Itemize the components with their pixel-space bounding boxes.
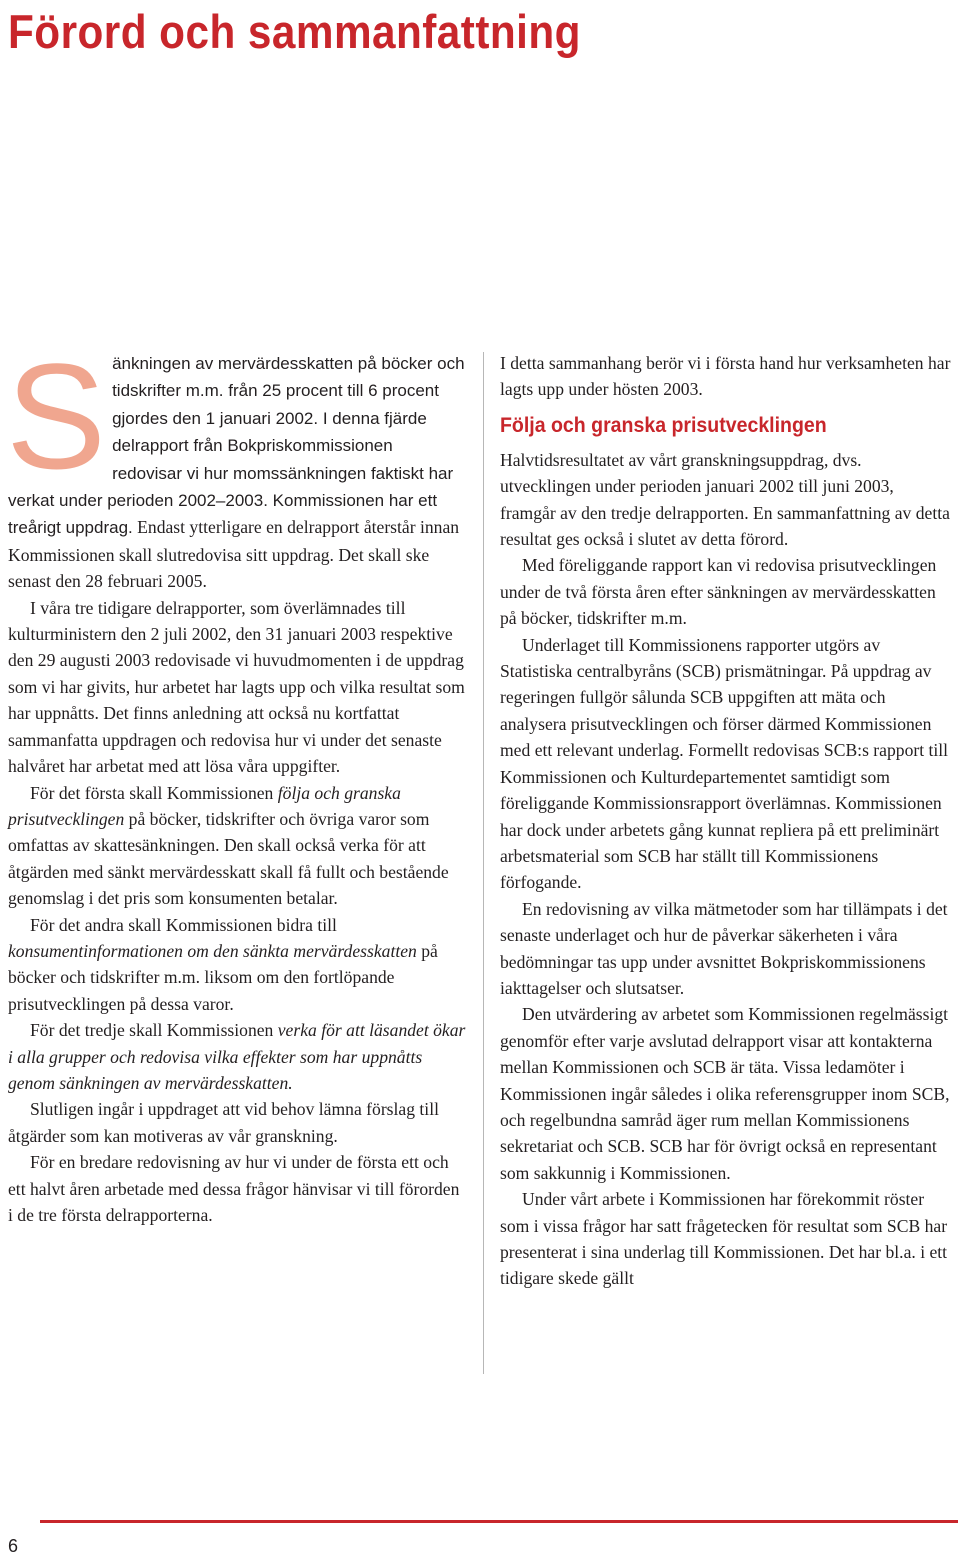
paragraph: Slutligen ingår i uppdraget att vid behov lämna förslag till åtgärder som kan motiveras av vår granskning. <box>8 1099 439 1146</box>
paragraph <box>8 912 466 1018</box>
paragraph: Den utvärdering av arbetet som Kommissionen regelmässigt genomför efter varje avslutad delrapport visar att kontakterna mellan Kommissionen och SCB är täta. Vissa ledamöter i Kommissionen ingår således i olika referensgrupper inom SCB, och regelbundna samråd äger rum mellan Kommissionens sekretariat och SCB. SCB har för övrigt också en representant som sakkunnig i Kommissionen. <box>500 1004 950 1183</box>
intro-paragraph <box>6 332 466 595</box>
paragraph: I våra tre tidigare delrapporter, som överlämnades till kulturministern den 2 juli 2002, den 31 januari 2003 respektive den 29 augusti 2003 redovisade vi huvudmomenten i de uppdrag som vi har givits, hur arbetet har lagts upp och vilka resultat som har uppnåtts. Det finns anledning att också nu kortfattat sammanfatta uppdragen och redovisa hur vi under det senaste halvåret har arbetat med att lösa våra uppgifter. <box>8 597 465 777</box>
paragraph <box>8 780 466 912</box>
emphasis-text: verka för att läsandet ökar i alla grupper och redovisa vilka effekter som har uppnåtts genom sänkningen av mervärdesskatten. <box>8 1020 466 1093</box>
section-subheading: Följa och granska prisutvecklingen <box>500 413 827 437</box>
paragraph: Halvtidsresultatet av vårt granskningsuppdrag, dvs. utvecklingen under perioden januari 2002 till juni 2003, framgår av den tredje delrapporten. En sammanfattning av detta resultat ges också i slutet av detta förord. <box>500 449 950 550</box>
paragraph-text: För det andra skall Kommissionen bidra till <box>30 914 337 935</box>
paragraph-text: på böcker och tidskrifter m.m. liksom om den fortlöpande prisutvecklingen på dessa varor. <box>8 940 438 1014</box>
intro-lead-text: änkningen av mervärdesskatten på böcker och tidskrifter m.m. från 25 procent till 6 procent gjordes den 1 januari 2002. I denna fjärde delrapport från Bokpriskommissionen redovisar vi hur momssänkningen faktiskt har verkat under perioden 2002–2003. Kommissionen har ett treårigt uppdrag. <box>8 354 465 538</box>
footer-rule <box>40 1520 958 1523</box>
paragraph-text: För det första skall Kommissionen <box>30 782 278 803</box>
paragraph: Med föreliggande rapport kan vi redovisa prisutvecklingen under de två första åren efter sänkningen av mervärdesskatten på böcker, tidskrifter m.m. <box>500 555 937 629</box>
intro-rest-text: Endast ytterligare en delrapport återstår innan Kommissionen skall slutredovisa sitt uppdrag. Det skall ske senast den 28 februari 2005. <box>8 517 460 592</box>
page-title: Förord och sammanfattning <box>8 5 581 58</box>
right-column <box>500 350 952 1292</box>
paragraph: Under vårt arbete i Kommissionen har förekommit röster som i vissa frågor har satt frågetecken för resultat som SCB har presenterat i sina underlag till Kommissionen. Det har bl.a. i ett tidigare skede gällt <box>500 1189 948 1289</box>
column-divider <box>483 352 484 1374</box>
emphasis-text: konsumentinformationen om den sänkta mervärdesskatten <box>8 940 417 961</box>
paragraph: En redovisning av vilka mätmetoder som har tillämpats i det senaste underlaget och hur de påverkar säkerheten i våra bedömningar tas upp under avsnittet Bokpriskommissionens iakttagelser och slutsatser. <box>500 898 948 998</box>
left-column <box>6 332 466 1228</box>
emphasis-text: följa och granska prisutvecklingen <box>8 782 401 829</box>
paragraph: För en bredare redovisning av hur vi under de första ett och ett halvt åren arbetade med dessa frågor hänvisar vi till förorden i de tre första delrapporterna. <box>8 1152 460 1225</box>
drop-cap: S <box>6 332 107 500</box>
paragraph-text: För det tredje skall Kommissionen <box>30 1020 278 1041</box>
paragraph: Underlaget till Kommissionens rapporter utgörs av Statistiska centralbyråns (SCB) prismätningar. På uppdrag av regeringen fullgör sålunda SCB uppgiften att mäta och analysera prisutvecklingen och förser därmed Kommissionen med ett relevant underlag. Formellt redovisas SCB:s rapport till Kommissionen och Kulturdepartementet samtidigt som föreliggande Kommissionsrapport överlämnas. Kommissionen har dock under arbetets gång kunnat repliera på ett preliminärt arbetsmaterial som SCB har ställt till Kommissionens förfogande. <box>500 634 949 893</box>
paragraph <box>8 1017 466 1096</box>
paragraph: I detta sammanhang berör vi i första hand hur verksamheten har lagts upp under hösten 2003. <box>500 353 951 400</box>
paragraph-text: på böcker, tidskrifter och övriga varor som omfattas av skattesänkningen. Den skall också verka för att åtgärden med sänkt mervärdesskatt skall få fullt och bestående genomslag i det pris som konsumenten betalar. <box>8 808 449 909</box>
page-number: 6 <box>8 1536 19 1556</box>
